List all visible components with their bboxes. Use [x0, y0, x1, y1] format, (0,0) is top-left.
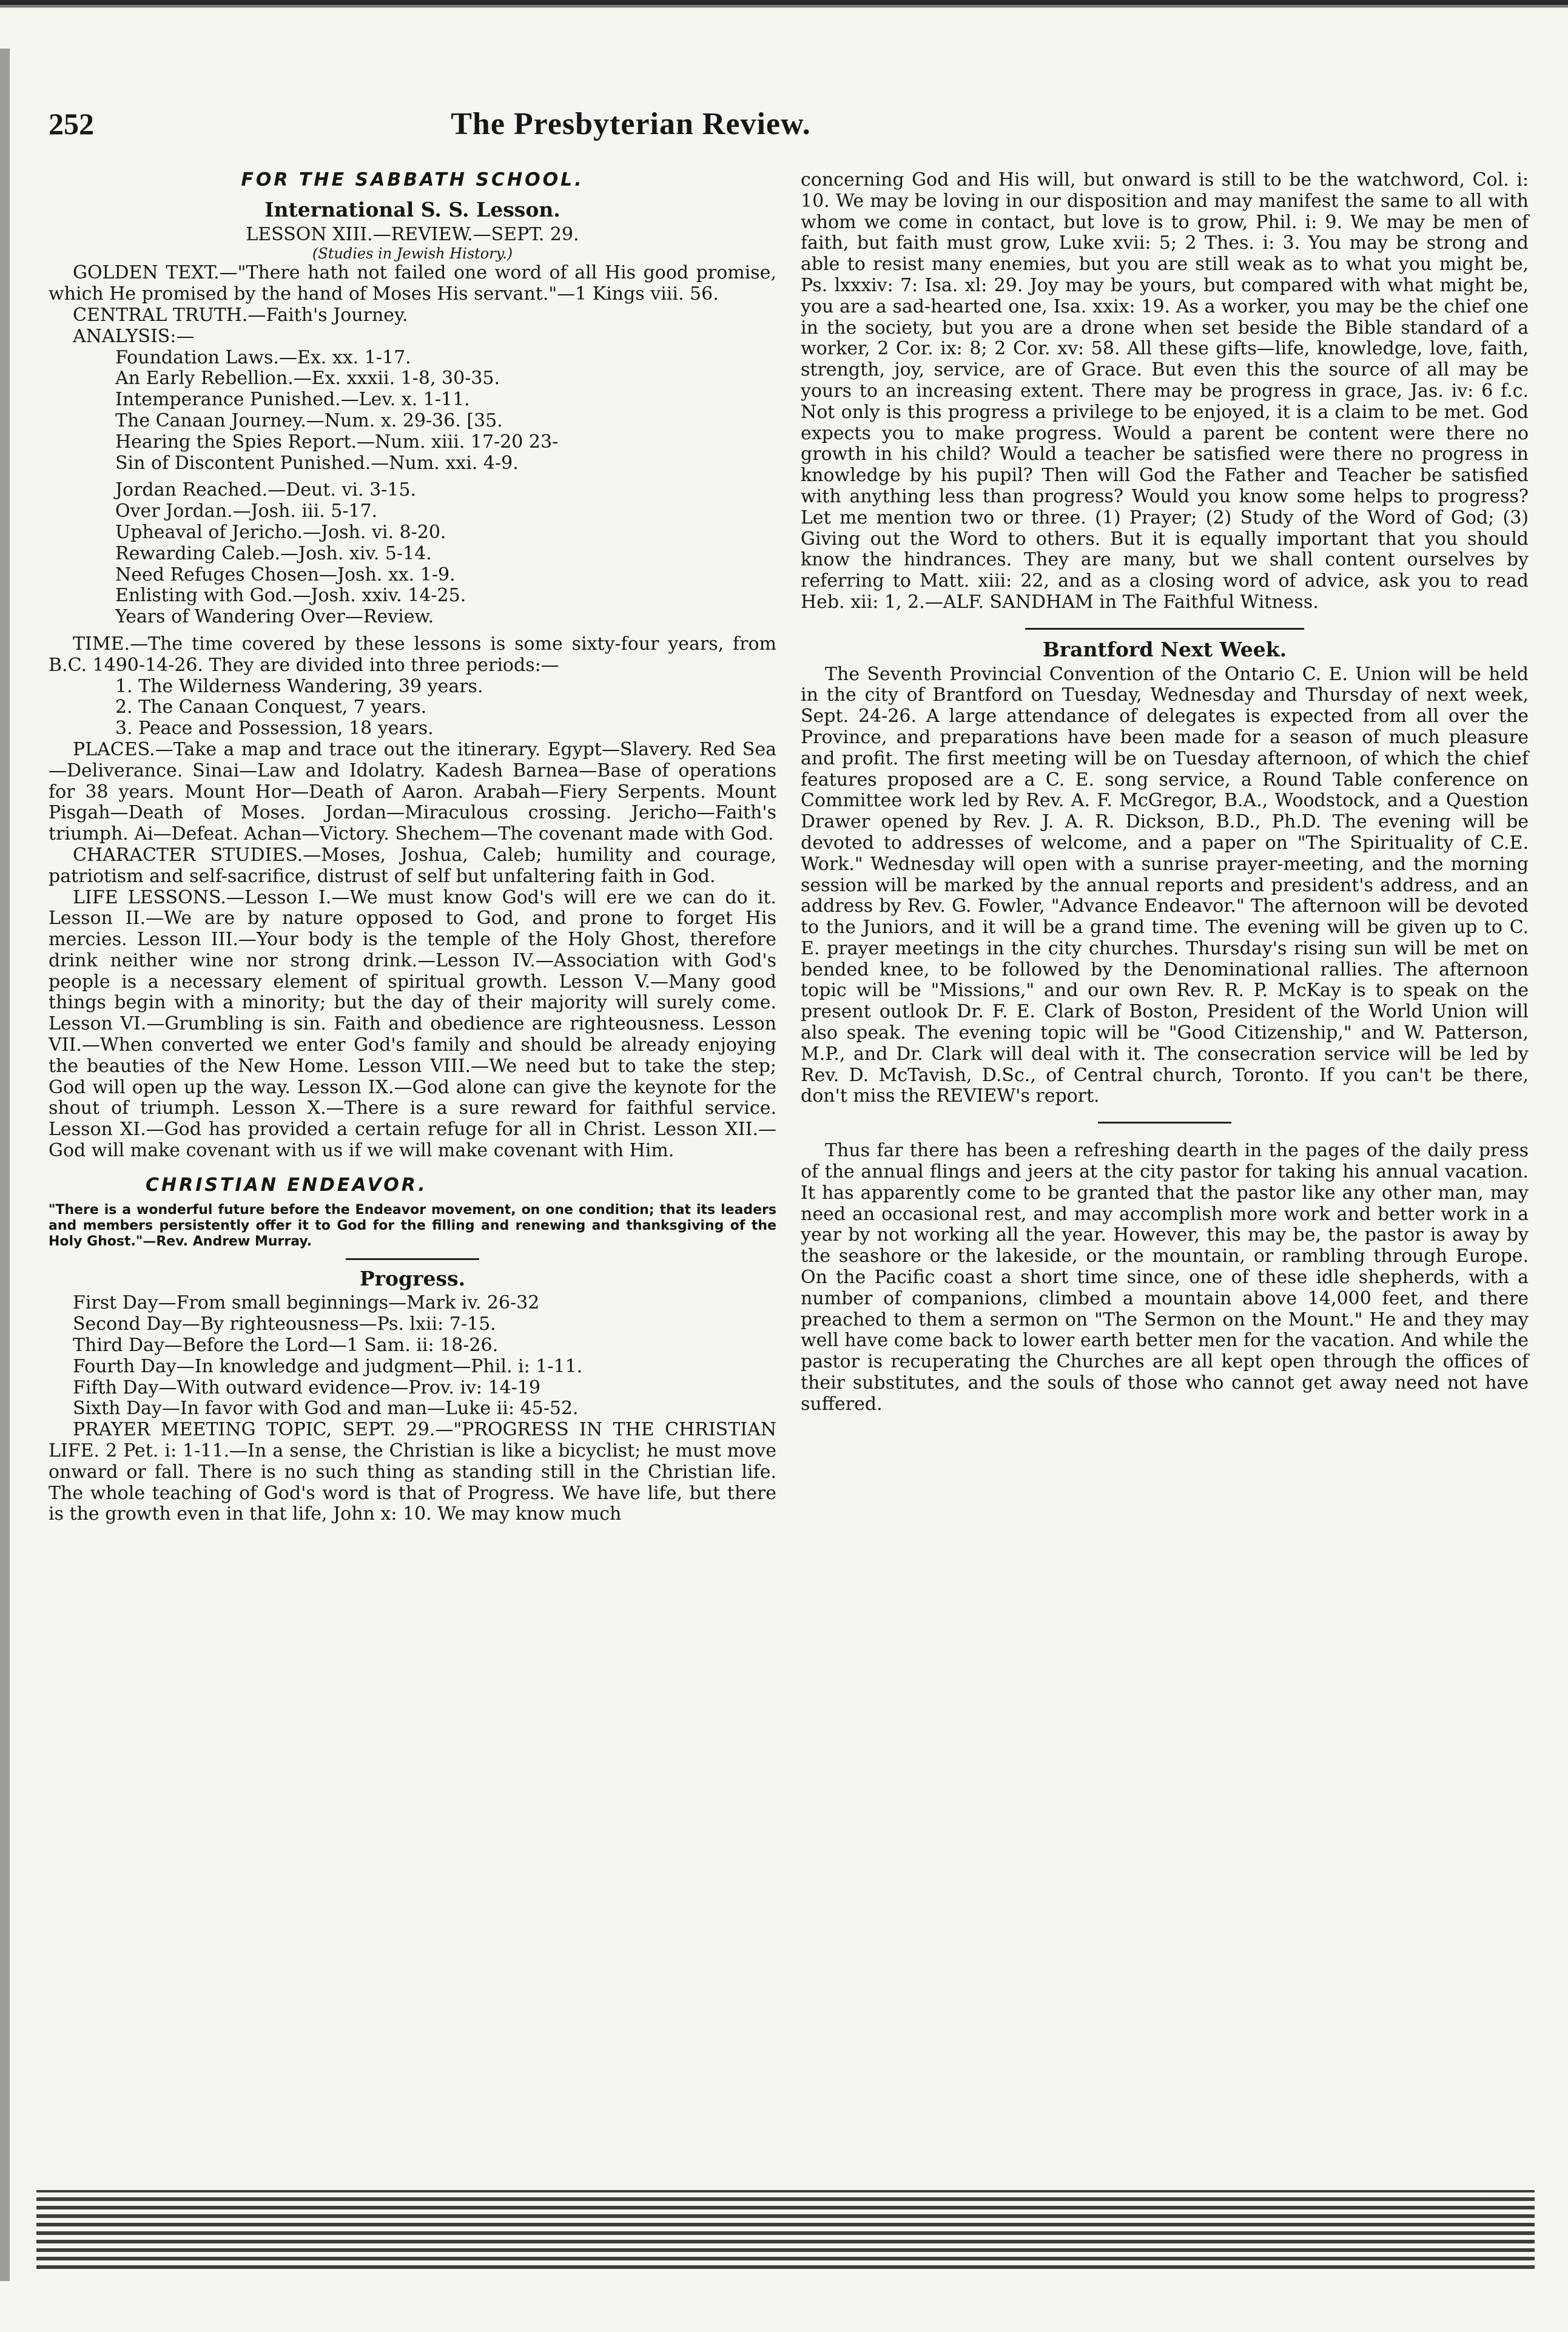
list-item: Upheaval of Jericho.—Josh. vi. 8-20. — [115, 521, 446, 543]
life-lessons-paragraph: LIFE LESSONS.—Lesson I.—We must know God's will ere we can do it. Lesson II.—We are by nature opposed to God, and prone to forget His mercies. Lesson III.—Your body is the temple of the Holy Ghost, therefore drink neither wine nor strong drink.—Lesson IV.—Association with God's people is a necessary element of spiritual growth. Lesson V.—Many good things begin with a minority; but the day of their majority will surely come. Lesson VI.—Grumbling is sin. Faith and obedience are righteousness. Lesson VII.—When converted we enter God's family and should be already enjoying the beauties of the New Home. Lesson VIII.—We need but to take the step; God will open up the way. Lesson IX.—God alone can give the keynote for the shout of triumph. Lesson X.—There is a sure reward for faithful service. Lesson XI.—God has provided a certain refuge for all in Christ. Lesson XII.—God will make covenant with us if we will make covenant with Him. — [49, 886, 776, 1162]
divider — [1098, 1122, 1231, 1124]
list-item: Jordan Reached.—Deut. vi. 3-15. — [115, 479, 417, 501]
list-item: Fifth Day—With outward evidence—Prov. iv: 14-19 — [73, 1377, 541, 1398]
list-item: The Canaan Journey.—Num. x. 29-36. [35. — [115, 409, 503, 431]
list-item: Fourth Day—In knowledge and judgment—Phil. i: 1-11. — [73, 1355, 583, 1377]
progress-continuation-paragraph: concerning God and His will, but onward is still to be the watchword, Col. i: 10. We may be loving in our disposition and may manifest the same to all with whom we come in contact, but love is to grow, Phil. i: 9. We may be men of faith, but faith must grow, Luke xvii: 5; 2 Thes. i: 3. You may be strong and able to resist many enemies, but you are still weak as to what you might be, Ps. lxxxiv: 7: Isa. xl: 29. Joy may be yours, but compared with what might be, you are a sad-hearted one, Isa. xxix: 19. As a worker, you may be the chief one in the society, but you are a drone when set beside the Bible standard of a worker, 2 Cor. ix: 8; 2 Cor. xv: 58. All these gifts—life, knowledge, love, faith, strength, joy, service, are of Grace. But even this the source of all may be yours to an increasing extent. There may be progress in grace, Jas. iv: 6 f.c. Not only is this progress a privilege to be enjoyed, it is a claim to be met. God expects you to make progress. Would a parent be content were there no growth in his child? Would a teacher be satisfied were there no progress in knowledge by his pupil? Then will God the Father and Teacher be satisfied with anything less than progress? Would you know some helps to progress? Let me mention two or three. (1) Prayer; (2) Study of the Word of God; (3) Giving out the Word to others. But it is equally important that you should know the hindrances. They are many, but we shall content ourselves by referring to Matt. xiii: 22, and as a closing word of advice, ask you to read Heb. xii: 1, 2.—ALF. SANDHAM in The Faithful Witness. — [801, 169, 1529, 613]
left-column — [49, 170, 776, 1525]
list-item: Foundation Laws.—Ex. xx. 1-17. — [115, 346, 411, 368]
list-item: First Day—From small beginnings—Mark iv. 26-32 — [73, 1292, 540, 1314]
divider — [346, 1258, 479, 1260]
brantford-title: Brantford Next Week. — [1042, 637, 1287, 661]
list-item: Rewarding Caleb.—Josh. xiv. 5-14. — [115, 542, 432, 564]
scan-edge-left — [0, 49, 10, 2281]
list-item: 3. Peace and Possession, 18 years. — [115, 718, 434, 740]
time-paragraph: TIME.—The time covered by these lessons is some sixty-four years, from B.C. 1490-14-26. They are divided into three periods:— — [49, 633, 776, 676]
scan-edge-bottom — [36, 2190, 1535, 2269]
page-header — [49, 106, 1213, 161]
golden-text: GOLDEN TEXT.—"There hath not failed one word of all His good promise, which He promised by the hand of Moses His servant."—1 Kings viii. 56. — [49, 262, 776, 305]
list-item: Third Day—Before the Lord—1 Sam. ii: 18-26. — [73, 1335, 499, 1356]
list-item: 2. The Canaan Conquest, 7 years. — [115, 696, 427, 718]
progress-title: Progress. — [359, 1266, 466, 1290]
murray-quote: "There is a wonderful future before the Endeavor movement, on one condition; that its leaders and members persistently offer it to God for the filling and renewing and thanksgiving of the Holy Ghost."—Rev. Andrew Murray. — [49, 1202, 776, 1249]
list-item: Intemperance Punished.—Lev. x. 1-11. — [115, 389, 470, 411]
analysis-list — [49, 348, 776, 474]
lesson-line: LESSON XIII.—REVIEW.—SEPT. 29. — [246, 223, 579, 245]
list-item: Sixth Day—In favor with God and man—Luke ii: 45-52. — [73, 1398, 579, 1420]
brantford-paragraph: The Seventh Provincial Convention of the Ontario C. E. Union will be held in the city of Brantford on Tuesday, Wednesday and Thursday of next week, Sept. 24-26. A large attendance of delegates is expected from all over the Province, and preparations have been made for a season of much pleasure and profit. The first meeting will be on Tuesday afternoon, of which the chief features proposed are a C. E. song service, a Round Table conference on Committee work led by Rev. A. F. McGregor, B.A., Woodstock, and a Question Drawer opened by Rev. J. A. R. Dickson, B.D., Ph.D. The evening will be devoted to addresses of welcome, and a paper on "The Spirituality of C.E. Work." Wednesday will open with a sunrise prayer-meeting, and the morning session will be marked by the annual reports and president's address, and an address by Rev. G. Fowler, "Advance Endeavor." The afternoon will be devoted to the Juniors, and it will be a grand time. The evening will be given up to C. E. prayer meetings in the city churches. Thursday's rising sun will be met on bended knee, to be followed by the Denominational rallies. The afternoon topic will be "Missions," and our own Rev. R. P. McKay is to speak on the present outlook Dr. F. E. Clark of Boston, President of the World Union will also speak. The evening topic will be "Good Citizenship," and W. Patterson, M.P., and Dr. Clark will deal with it. The consecration service will be led by Rev. D. McTavish, D.Sc., of Central church, Toronto. If you can't be there, don't miss the REVIEW's report. — [801, 663, 1529, 1107]
list-item: Second Day—By righteousness—Ps. lxii: 7-15. — [73, 1313, 496, 1335]
journal-title: The Presbyterian Review. — [451, 107, 811, 141]
sabbath-school-heading: FOR THE SABBATH SCHOOL. — [241, 169, 584, 190]
list-item: Enlisting with God.—Josh. xxiv. 14-25. — [115, 585, 466, 607]
studies-note: (Studies in Jewish History.) — [312, 245, 513, 263]
list-item: 1. The Wilderness Wandering, 39 years. — [115, 675, 483, 697]
page-number: 252 — [49, 107, 94, 141]
vacation-paragraph: Thus far there has been a refreshing dearth in the pages of the daily press of the annual flings and jeers at the city pastor for taking his annual vacation. It has apparently come to be granted that the pastor like any other man, may need an occasional rest, and may accomplish more work and better work in a year by not working all the year. However, this may be, the pastor is away by the seashore or the lakeside, or the mountain, or rambling through Europe. On the Pacific coast a short time since, one of these idle shepherds, with a number of companions, climbed a mountain above 14,000 feet, and there preached to them a sermon on "The Sermon on the Mount." He and they may well have come back to lower earth better men for the vacation. And while the pastor is recuperating the Churches are all kept open through the offices of their substitutes, and the souls of those who cannot get away need not have suffered. — [801, 1140, 1529, 1415]
list-item: Years of Wandering Over—Review. — [115, 606, 434, 628]
list-item: Sin of Discontent Punished.—Num. xxi. 4-9. — [115, 452, 519, 474]
divider — [1025, 628, 1304, 630]
scan-edge-top — [0, 0, 1568, 47]
christian-endeavor-heading: CHRISTIAN ENDEAVOR. — [146, 1174, 428, 1196]
character-studies-paragraph: CHARACTER STUDIES.—Moses, Joshua, Caleb; humility and courage, patriotism and self-sacrifice, distrust of self but unfaltering faith in God. — [49, 844, 776, 887]
places-paragraph: PLACES.—Take a map and trace out the itinerary. Egypt—Slavery. Red Sea—Deliverance. Sinai—Law and Idolatry. Kadesh Barnea—Base of operations for 38 years. Mount Hor—Death of Aaron. Arabah—Fiery Serpents. Mount Pisgah—Death of Moses. Jordan—Miraculous crossing. Jericho—Faith's triumph. Ai—Defeat. Achan—Victory. Shechem—The covenant made with God. — [49, 738, 776, 845]
list-item: Over Jordan.—Josh. iii. 5-17. — [115, 500, 378, 522]
list-item: Hearing the Spies Report.—Num. xiii. 17-20 23- — [115, 431, 559, 453]
periods-list — [49, 676, 776, 740]
list-item: An Early Rebellion.—Ex. xxxii. 1-8, 30-35. — [115, 368, 500, 389]
prayer-meeting-paragraph: PRAYER MEETING TOPIC, SEPT. 29.—"PROGRESS IN THE CHRISTIAN LIFE. 2 Pet. i: 1-11.—In a sense, the Christian is like a bicyclist; he must move onward or fall. There is no such thing as standing still in the Christian life. The whole teaching of God's word is that of Progress. We have life, but there is the growth even in that life, John x: 10. We may know much — [49, 1419, 776, 1525]
lesson-subheading: International S. S. Lesson. — [264, 197, 560, 221]
central-truth: CENTRAL TRUTH.—Faith's Journey. — [73, 304, 408, 326]
analysis-label: ANALYSIS:— — [73, 325, 195, 347]
right-column — [801, 170, 1529, 1415]
list-item: Need Refuges Chosen—Josh. xx. 1-9. — [115, 564, 456, 585]
analysis-list-2 — [49, 480, 776, 628]
days-list — [49, 1293, 776, 1420]
